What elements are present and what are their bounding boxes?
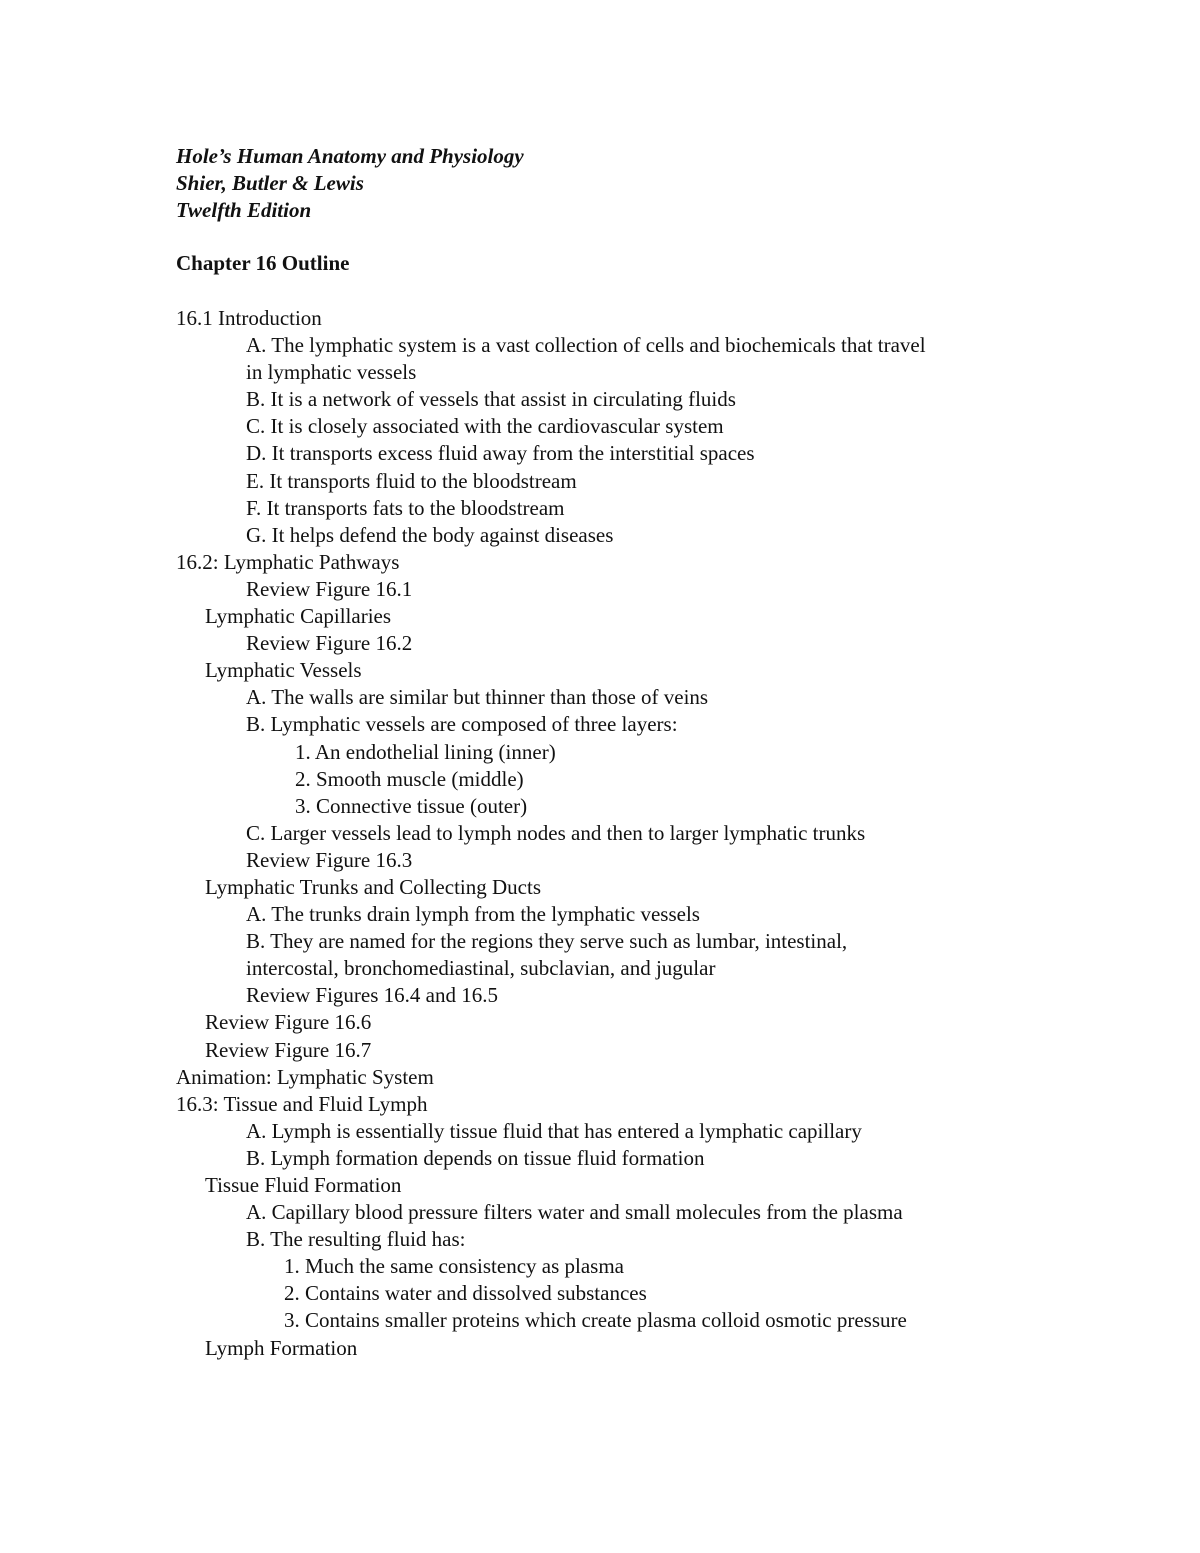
outline-line: Lymphatic Vessels <box>205 658 362 683</box>
outline-line: B. Lymphatic vessels are composed of three layers: <box>246 712 678 737</box>
outline-line: D. It transports excess fluid away from the interstitial spaces <box>246 441 755 466</box>
outline-line: Tissue Fluid Formation <box>205 1173 402 1197</box>
outline-line: B. It is a network of vessels that assist in circulating fluids <box>246 387 736 412</box>
outline-line: Review Figure 16.3 <box>246 847 413 872</box>
book-authors: Shier, Butler & Lewis <box>176 170 364 195</box>
chapter-title: Chapter 16 Outline <box>176 251 350 275</box>
outline-line: A. The lymphatic system is a vast collection of cells and biochemicals that travel <box>246 333 926 358</box>
outline-line: C. Larger vessels lead to lymph nodes and then to larger lymphatic trunks <box>246 820 866 845</box>
outline-line: Animation: Lymphatic System <box>176 1064 434 1089</box>
outline-line: A. The walls are similar but thinner than those of veins <box>246 685 709 710</box>
chapter-outline <box>0 305 1200 1362</box>
outline-line: Review Figures 16.4 and 16.5 <box>246 983 498 1008</box>
outline-line: A. Capillary blood pressure filters water and small molecules from the plasma <box>246 1200 903 1225</box>
outline-line: 1. An endothelial lining (inner) <box>295 739 556 764</box>
outline-line: Lymphatic Trunks and Collecting Ducts <box>205 874 541 899</box>
outline-line: 1. Much the same consistency as plasma <box>284 1254 624 1279</box>
outline-line: Review Figure 16.7 <box>205 1037 372 1062</box>
outline-line: 2. Smooth muscle (middle) <box>295 766 524 791</box>
book-title: Hole’s Human Anatomy and Physiology <box>176 144 524 168</box>
outline-line: A. The trunks drain lymph from the lymphatic vessels <box>246 902 700 927</box>
book-header <box>176 143 524 223</box>
book-edition: Twelfth Edition <box>176 197 312 222</box>
outline-line: G. It helps defend the body against diseases <box>246 522 614 547</box>
outline-line: C. It is closely associated with the cardiovascular system <box>246 414 724 439</box>
outline-line: A. Lymph is essentially tissue fluid that has entered a lymphatic capillary <box>246 1118 862 1143</box>
outline-line: 16.1 Introduction <box>176 306 322 330</box>
outline-line: 16.2: Lymphatic Pathways <box>176 549 400 574</box>
outline-line: B. The resulting fluid has: <box>246 1227 466 1252</box>
outline-line: E. It transports fluid to the bloodstream <box>246 468 577 493</box>
outline-line: Review Figure 16.2 <box>246 631 413 656</box>
outline-line: in lymphatic vessels <box>246 360 417 385</box>
outline-line: Review Figure 16.1 <box>246 576 413 601</box>
outline-line: Lymphatic Capillaries <box>205 604 392 629</box>
outline-line: Lymph Formation <box>205 1335 358 1360</box>
outline-line: F. It transports fats to the bloodstream <box>246 495 565 520</box>
outline-line: B. Lymph formation depends on tissue fluid formation <box>246 1145 705 1170</box>
outline-line: 16.3: Tissue and Fluid Lymph <box>176 1091 428 1116</box>
outline-line: B. They are named for the regions they serve such as lumbar, intestinal, <box>246 929 848 954</box>
outline-line: intercostal, bronchomediastinal, subclavian, and jugular <box>246 956 716 981</box>
outline-line: 3. Connective tissue (outer) <box>295 793 528 818</box>
outline-line: Review Figure 16.6 <box>205 1010 372 1035</box>
outline-line: 3. Contains smaller proteins which create plasma colloid osmotic pressure <box>284 1308 907 1333</box>
outline-line: 2. Contains water and dissolved substances <box>284 1281 647 1306</box>
